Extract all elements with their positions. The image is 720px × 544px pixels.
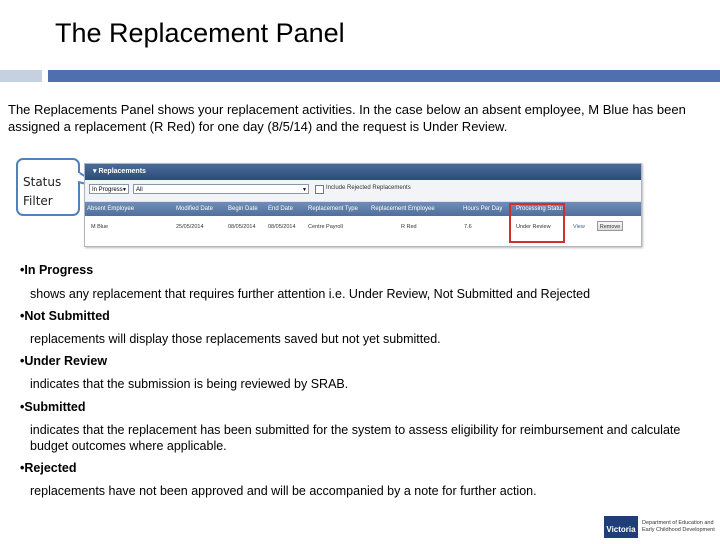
- cell-replacement-type: Centre Payroll: [308, 224, 343, 230]
- department-name-line-1: Department of Education and: [642, 520, 714, 526]
- callout-line-1: Status: [23, 175, 62, 189]
- remove-button[interactable]: Remove: [597, 221, 623, 231]
- cell-replacement-employee: R Red: [401, 224, 417, 230]
- status-filter-select[interactable]: [89, 184, 129, 194]
- panel-header: [85, 164, 641, 180]
- secondary-filter-select[interactable]: [133, 184, 309, 194]
- cell-absent-employee: M Blue: [91, 224, 109, 230]
- cell-begin-date: 08/05/2014: [228, 224, 256, 230]
- cell-processing-status: Under Review: [516, 224, 551, 230]
- decorative-bar-accent: [48, 70, 720, 82]
- department-logo: [604, 516, 716, 538]
- status-name: •Submitted: [20, 400, 86, 414]
- filter-bar: [85, 180, 641, 202]
- intro-paragraph: The Replacements Panel shows your replacement activities. In the case below an absent employee, M Blue has been assigned a replacement (R Red) for one day (8/5/14) and the request is Under Review.: [8, 102, 686, 134]
- include-rejected-label: Include Rejected Replacements: [326, 185, 411, 191]
- page-title: The Replacement Panel: [55, 18, 345, 48]
- status-filter-value: In Progress: [92, 187, 123, 193]
- status-name: •Rejected: [20, 461, 77, 475]
- col-header[interactable]: Begin Date: [228, 206, 258, 212]
- status-description: replacements will display those replacements saved but not yet submitted.: [30, 332, 441, 346]
- col-header[interactable]: Modified Date: [176, 206, 214, 212]
- col-header[interactable]: Absent Employee: [87, 206, 135, 212]
- cell-end-date: 08/05/2014: [268, 224, 296, 230]
- victoria-logo-mark: Victoria: [604, 516, 638, 538]
- cell-modified-date: 25/05/2014: [176, 224, 204, 230]
- col-header[interactable]: Replacement Type: [308, 206, 358, 212]
- chevron-down-icon: ▼: [302, 187, 307, 193]
- cell-hours-per-day: 7.6: [464, 224, 472, 230]
- callout-line-2: Filter: [23, 194, 53, 208]
- status-name: •Under Review: [20, 354, 108, 368]
- view-link[interactable]: View: [573, 224, 585, 230]
- department-name: [642, 520, 715, 534]
- col-header[interactable]: Processing Status: [516, 206, 565, 212]
- chevron-down-icon: ▼: [122, 187, 127, 193]
- processing-status-highlight: [509, 203, 565, 243]
- col-header[interactable]: Replacement Employee: [371, 206, 435, 212]
- panel-title: Replacements: [98, 168, 146, 175]
- status-name: •In Progress: [20, 263, 94, 277]
- status-description: shows any replacement that requires further attention i.e. Under Review, Not Submitted and Rejected: [30, 287, 591, 301]
- status-description: indicates that the replacement has been submitted for the system to assess eligibility for reimbursement and calculate budget outcomes where applicable.: [30, 423, 681, 453]
- status-definitions-list: [20, 262, 710, 499]
- department-name-line-2: Early Childhood Development: [642, 527, 715, 533]
- collapse-icon[interactable]: ▾: [93, 168, 97, 175]
- status-name: •Not Submitted: [20, 309, 110, 323]
- col-header[interactable]: Hours Per Day: [463, 206, 503, 212]
- col-header[interactable]: End Date: [268, 206, 294, 212]
- secondary-filter-value: All: [136, 187, 143, 193]
- status-filter-callout: [16, 158, 80, 216]
- decorative-bar-left: [0, 70, 42, 82]
- include-rejected-checkbox[interactable]: [315, 185, 324, 194]
- status-description: indicates that the submission is being reviewed by SRAB.: [30, 377, 349, 391]
- status-description: replacements have not been approved and will be accompanied by a note for further action.: [30, 484, 537, 498]
